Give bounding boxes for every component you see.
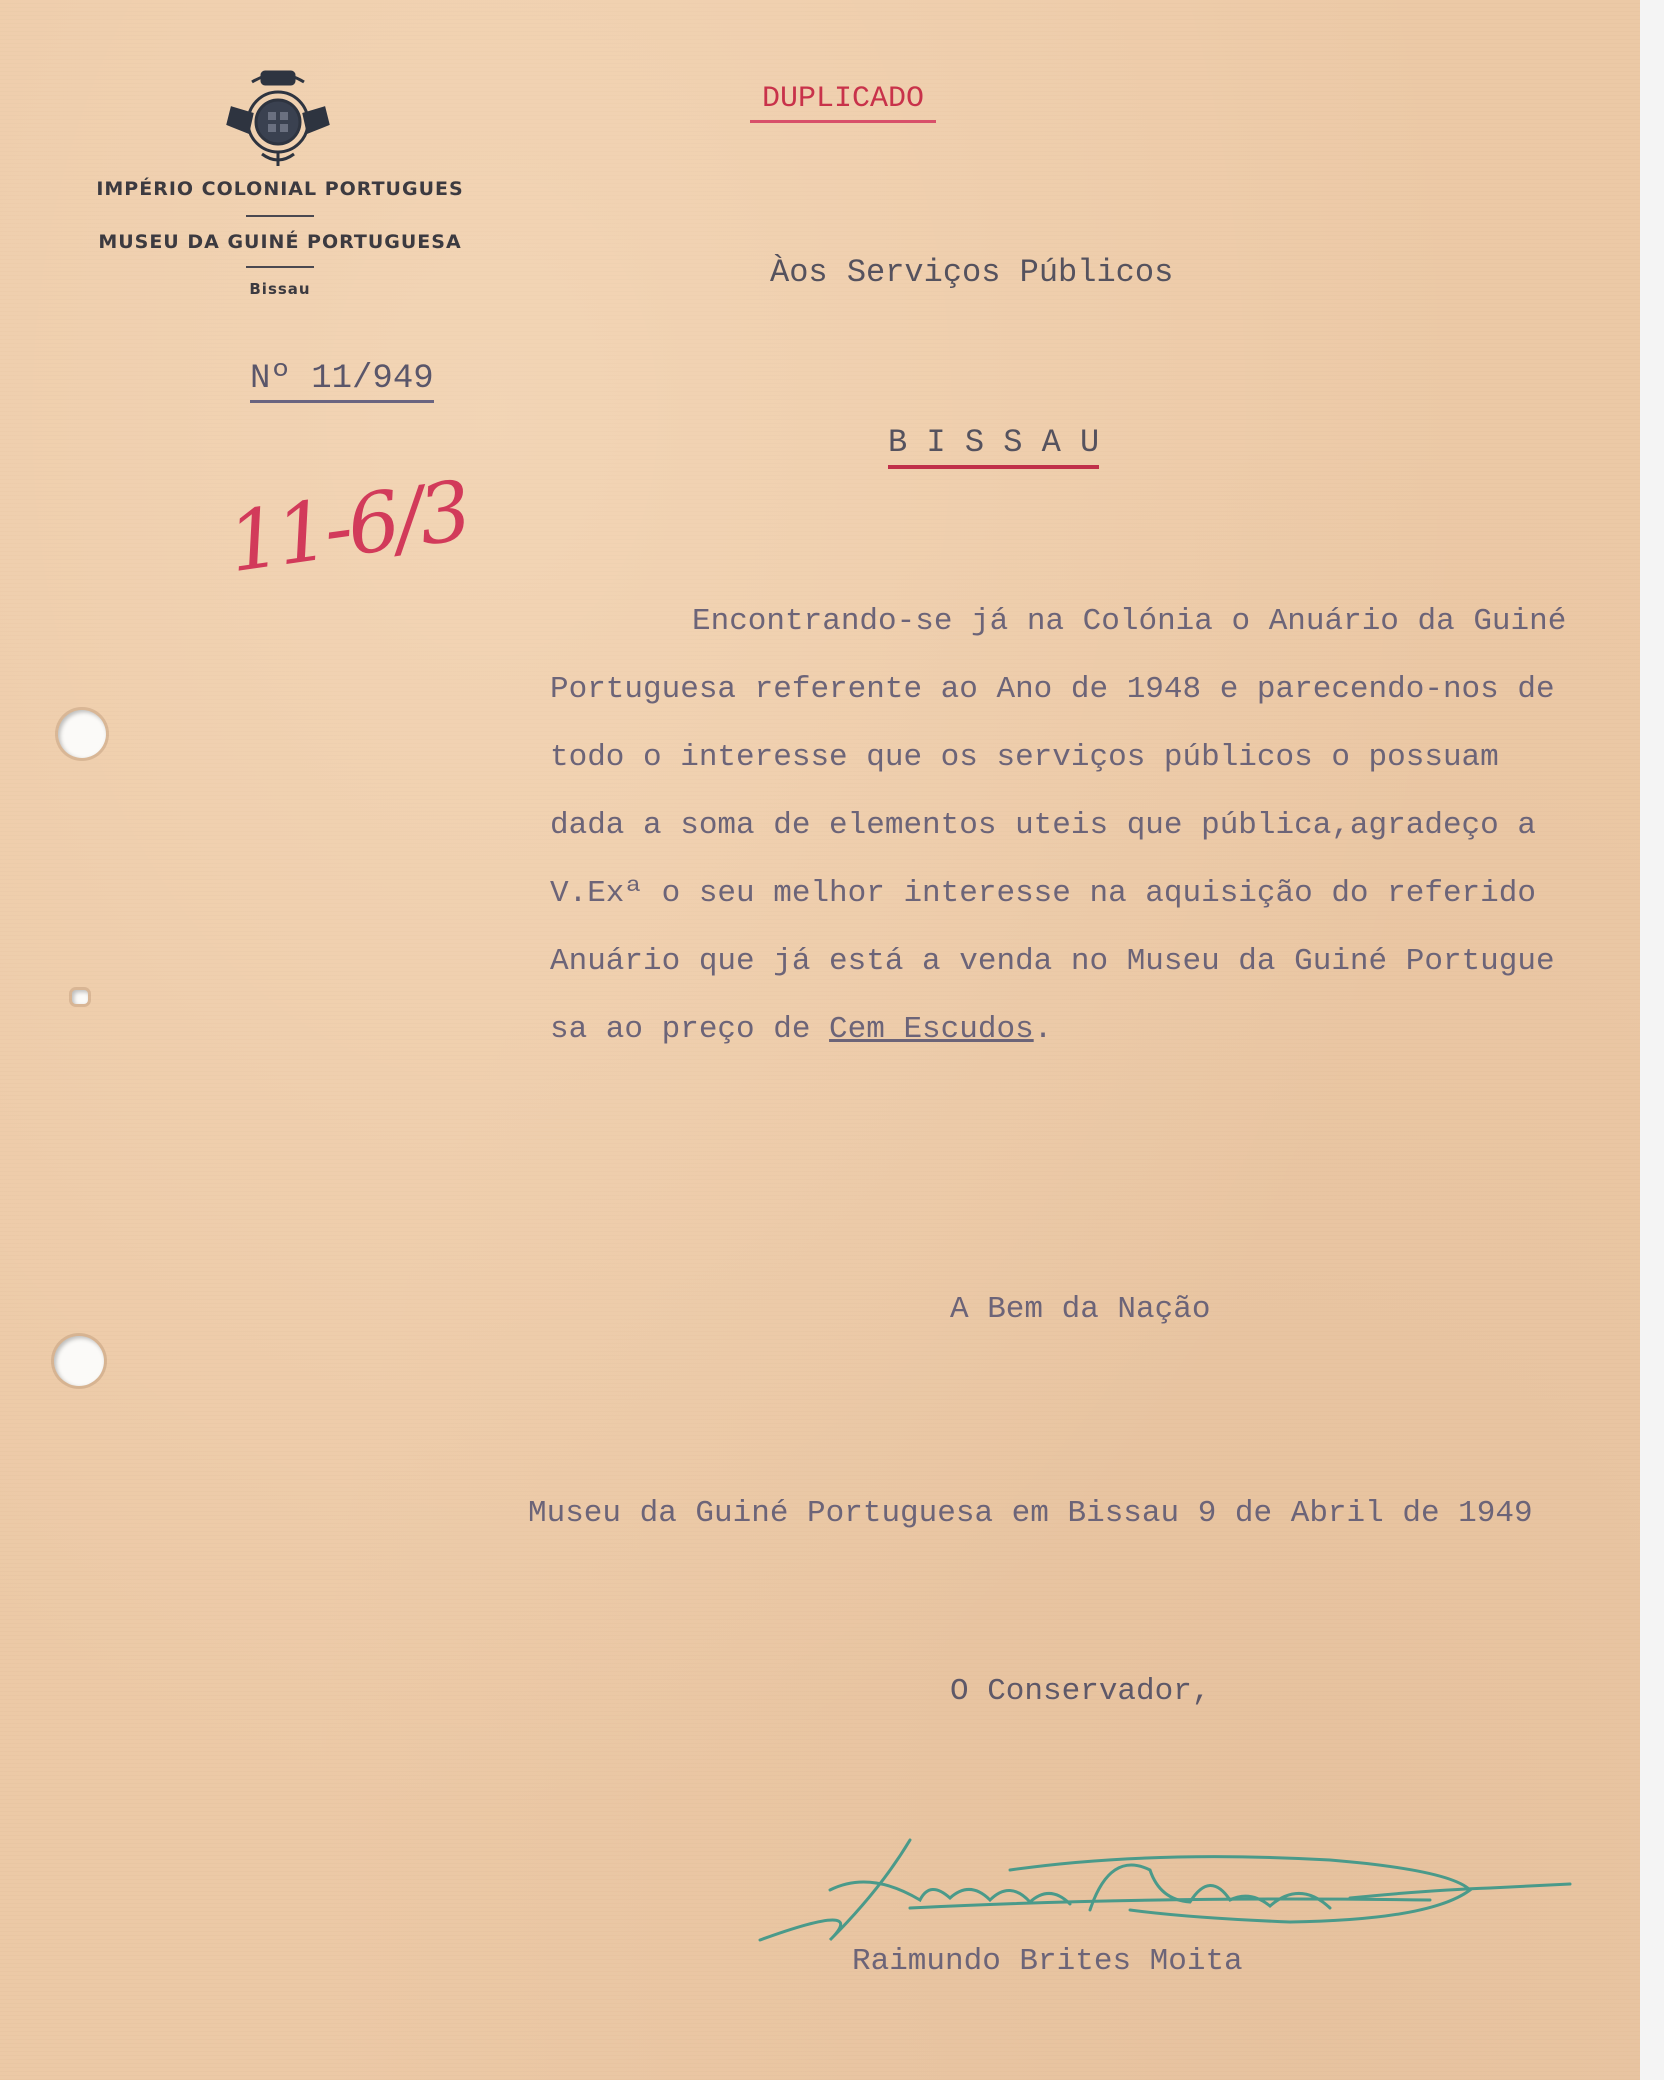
body-line: V.Exª o seu melhor interesse na aquisição do referido: [550, 876, 1536, 911]
letterhead-divider: [246, 266, 314, 268]
handwritten-note: 11-6/3: [222, 463, 474, 592]
reference-number: Nº 11/949: [250, 360, 434, 403]
page-margin: [1640, 0, 1664, 2080]
body-line: todo o interesse que os serviços públicos o possuam: [550, 740, 1499, 775]
letterhead-divider: [246, 215, 314, 217]
letterhead-empire: IMPÉRIO COLONIAL PORTUGUES: [96, 178, 464, 200]
punch-hole: [58, 710, 106, 758]
body-last-line: [550, 1012, 1052, 1047]
signatory-title: O Conservador,: [950, 1674, 1211, 1709]
handwritten-signature: [730, 1830, 1590, 1950]
body-line: Encontrando-se já na Colónia o Anuário da Guiné: [692, 604, 1567, 639]
body-line: Anuário que já está a venda no Museu da Guiné Portugue: [550, 944, 1555, 979]
signatory-name: Raimundo Brites Moita: [852, 1944, 1243, 1979]
punch-hole: [54, 1336, 104, 1386]
closing-salutation: A Bem da Nação: [950, 1292, 1211, 1327]
recipient: Àos Serviços Públicos: [770, 254, 1174, 291]
letterhead-city: Bissau: [249, 280, 311, 298]
body-line: Portuguesa referente ao Ano de 1948 e parecendo-nos de: [550, 672, 1555, 707]
price-emphasis: Cem Escudos: [829, 1012, 1034, 1047]
punch-hole: [72, 990, 88, 1004]
duplicate-stamp: DUPLICADO: [750, 82, 936, 123]
body-last-prefix: sa ao preço de: [550, 1012, 830, 1047]
city-heading: B I S S A U: [888, 424, 1099, 469]
letterhead-museum: MUSEU DA GUINÉ PORTUGUESA: [98, 231, 462, 253]
coat-of-arms-icon: [222, 62, 334, 170]
body-last-suffix: .: [1033, 1012, 1053, 1047]
body-line: dada a soma de elementos uteis que pública,agradeço a: [550, 808, 1536, 843]
place-date: Museu da Guiné Portuguesa em Bissau 9 de Abril de 1949: [528, 1496, 1533, 1531]
